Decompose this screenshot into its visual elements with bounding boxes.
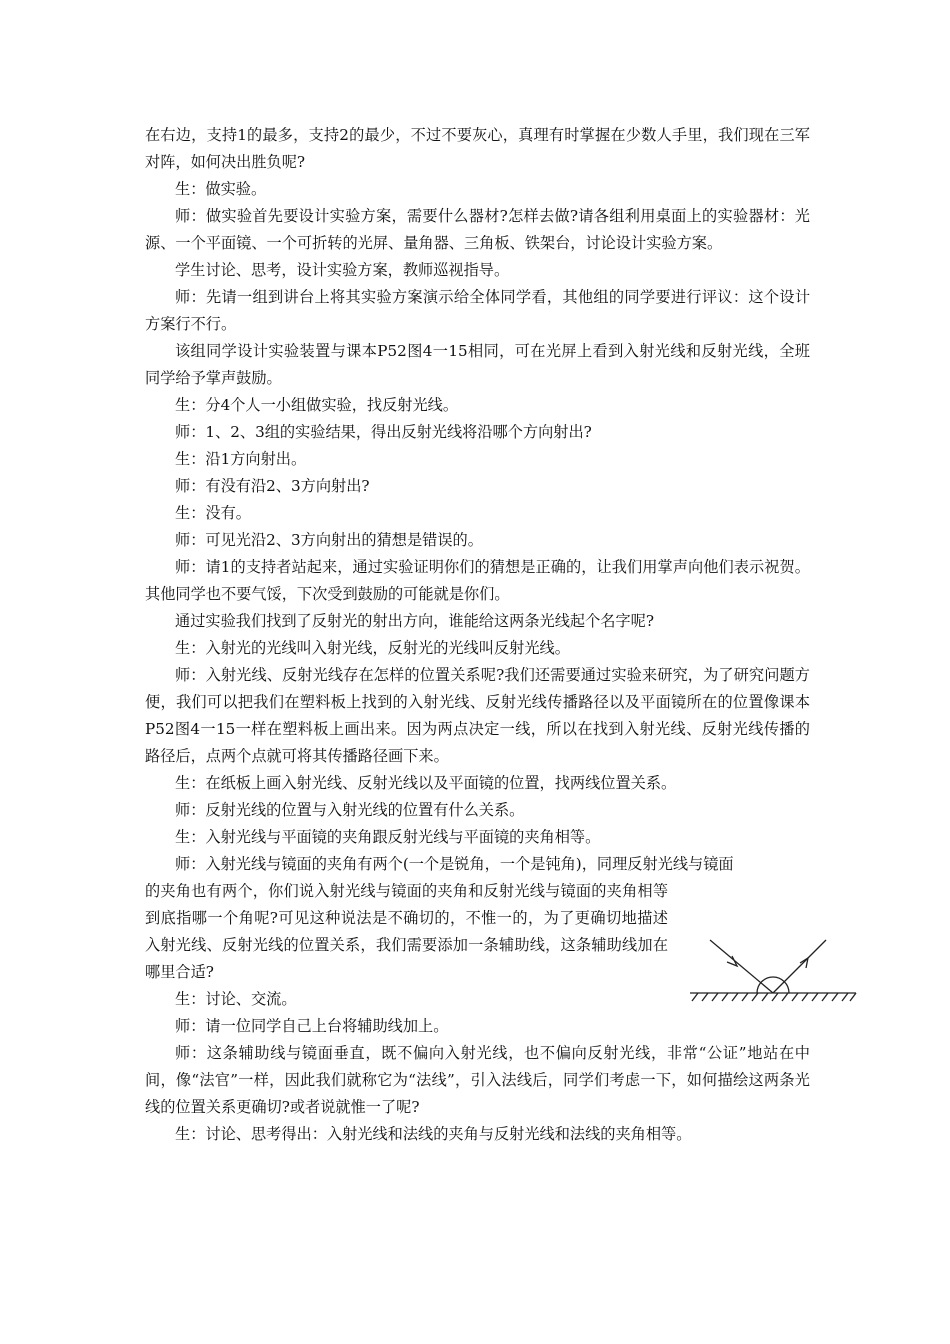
paragraph: 生：沿1方向射出。 bbox=[175, 450, 307, 468]
paragraph-wrapped: 的夹角也有两个，你们说入射光线与镜面的夹角和反射光线与镜面的夹角相等到底指哪一个角呢?可见这种说法是不确切的，不惟一的，为了更确切地描述入射光线、反射光线的位置关系，我们需要添加一条辅助线，这条辅助线加在哪里合适? bbox=[145, 882, 668, 981]
paragraph: 生：在纸板上画入射光线、反射光线以及平面镜的位置，找两线位置关系。 bbox=[175, 774, 677, 792]
paragraph: 师：请一位同学自己上台将辅助线加上。 bbox=[175, 1017, 449, 1035]
reflected-arrow bbox=[800, 958, 808, 968]
mirror-hatching bbox=[692, 993, 856, 1001]
paragraph: 生：入射光线与平面镜的夹角跟反射光线与平面镜的夹角相等。 bbox=[175, 828, 601, 846]
reflected-ray bbox=[773, 940, 826, 993]
paragraph: 学生讨论、思考，设计实验方案，教师巡视指导。 bbox=[175, 261, 510, 279]
paragraph: 生：做实验。 bbox=[175, 180, 267, 198]
paragraph: 师：先请一组到讲台上将其实验方案演示给全体同学看，其他组的同学要进行评议：这个设计方案行不行。 bbox=[145, 288, 810, 333]
paragraph: 生：入射光的光线叫入射光线，反射光的光线叫反射光线。 bbox=[175, 639, 570, 657]
paragraph: 生：讨论、思考得出：入射光线和法线的夹角与反射光线和法线的夹角相等。 bbox=[175, 1125, 692, 1143]
incident-ray bbox=[710, 940, 773, 993]
paragraph: 师：反射光线的位置与入射光线的位置有什么关系。 bbox=[175, 801, 525, 819]
paragraph: 师：请1的支持者站起来，通过实验证明你们的猜想是正确的，让我们用掌声向他们表示祝贺。其他同学也不要气馁，下次受到鼓励的可能就是你们。 bbox=[145, 558, 810, 603]
reflection-diagram bbox=[688, 932, 860, 1006]
paragraph: 师：这条辅助线与镜面垂直，既不偏向入射光线，也不偏向反射光线，非常“公证”地站在中间，像“法官”一样，因此我们就称它为“法线”，引入法线后，同学们考虑一下，如何描绘这两条光线的位置关系更确切?或者说就惟一了呢? bbox=[145, 1044, 810, 1116]
paragraph: 通过实验我们找到了反射光的射出方向，谁能给这两条光线起个名字呢? bbox=[175, 612, 654, 630]
paragraph: 生：讨论、交流。 bbox=[175, 990, 297, 1008]
paragraph: 生：没有。 bbox=[175, 504, 251, 522]
paragraph: 师：入射光线、反射光线存在怎样的位置关系呢?我们还需要通过实验来研究，为了研究问题方便，我们可以把我们在塑料板上找到的入射光线、反射光线传播路径以及平面镜所在的位置像课本P52图4一15一样在塑料板上画出来。因为两点决定一线，所以在找到入射光线、反射光线传播的路径后，点两个点就可将其传播路径画下来。 bbox=[145, 666, 810, 765]
paragraph: 在右边，支持1的最多，支持2的最少，不过不要灰心，真理有时掌握在少数人手里，我们现在三军对阵，如何决出胜负呢? bbox=[145, 126, 810, 171]
paragraph: 该组同学设计实验装置与课本P52图4一15相同，可在光屏上看到入射光线和反射光线，全班同学给予掌声鼓励。 bbox=[145, 342, 810, 387]
paragraph: 师：可见光沿2、3方向射出的猜想是错误的。 bbox=[175, 531, 483, 549]
paragraph: 师：1、2、3组的实验结果，得出反射光线将沿哪个方向射出? bbox=[175, 423, 592, 441]
paragraph: 生：分4个人一小组做实验，找反射光线。 bbox=[175, 396, 459, 414]
paragraph: 师：做实验首先要设计实验方案，需要什么器材?怎样去做?请各组利用桌面上的实验器材：光源、一个平面镜、一个可折转的光屏、量角器、三角板、铁架台，讨论设计实验方案。 bbox=[145, 207, 810, 252]
angle-arc bbox=[757, 977, 789, 993]
paragraph-wrap-first-line: 师：入射光线与镜面的夹角有两个(一个是锐角，一个是钝角)，同理反射光线与镜面 bbox=[175, 855, 734, 873]
paragraph: 师：有没有沿2、3方向射出? bbox=[175, 477, 370, 495]
